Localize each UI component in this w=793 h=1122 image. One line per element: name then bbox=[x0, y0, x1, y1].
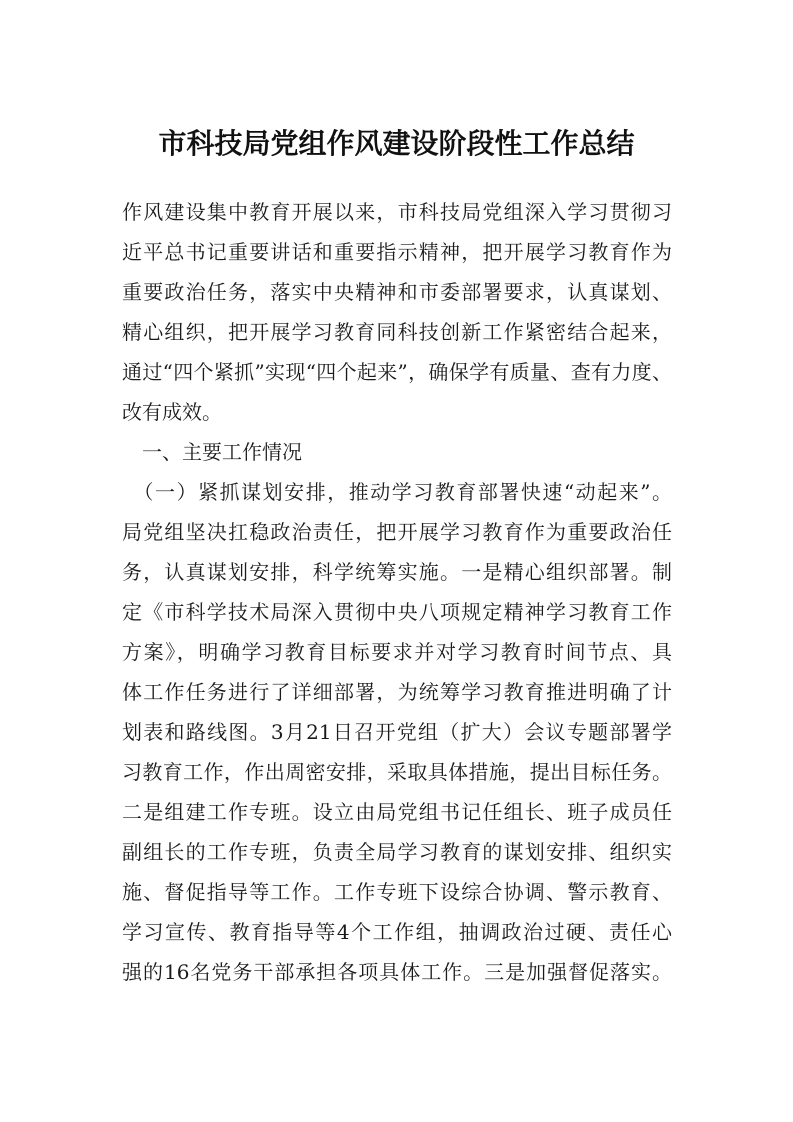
paragraph-line: 习教育工作，作出周密安排，采取具体措施，提出目标任务。 bbox=[122, 760, 672, 784]
paragraph-line: 划表和路线图。3月21日召开党组（扩大）会议专题部署学 bbox=[122, 720, 672, 744]
paragraph-line: 定《市科学技术局深入贯彻中央八项规定精神学习教育工作 bbox=[122, 600, 672, 624]
paragraph-line: 学习宣传、教育指导等4个工作组，抽调政治过硬、责任心 bbox=[122, 920, 672, 944]
section-heading: 一、主要工作情况 bbox=[122, 440, 302, 464]
paragraph-line: 重要政治任务，落实中央精神和市委部署要求，认真谋划、 bbox=[122, 280, 672, 304]
document-body bbox=[122, 192, 672, 992]
paragraph-line: 近平总书记重要讲话和重要指示精神，把开展学习教育作为 bbox=[122, 240, 672, 264]
paragraph-line: 改有成效。 bbox=[122, 400, 222, 424]
paragraph-line: 施、督促指导等工作。工作专班下设综合协调、警示教育、 bbox=[122, 880, 672, 904]
paragraph-line: 务，认真谋划安排，科学统筹实施。一是精心组织部署。制 bbox=[122, 560, 672, 584]
paragraph-line: 体工作任务进行了详细部署，为统筹学习教育推进明确了计 bbox=[122, 680, 672, 704]
subsection-heading: （一）紧抓谋划安排，推动学习教育部署快速“动起来”。 bbox=[122, 480, 672, 504]
paragraph-line: 精心组织，把开展学习教育同科技创新工作紧密结合起来， bbox=[122, 320, 672, 344]
paragraph-line: 强的16名党务干部承担各项具体工作。三是加强督促落实。 bbox=[122, 960, 672, 984]
document-title: 市科技局党组作风建设阶段性工作总结 bbox=[158, 127, 635, 160]
paragraph-line: 副组长的工作专班，负责全局学习教育的谋划安排、组织实 bbox=[122, 840, 672, 864]
paragraph-line: 作风建设集中教育开展以来，市科技局党组深入学习贯彻习 bbox=[122, 200, 672, 224]
paragraph-line: 方案》，明确学习教育目标要求并对学习教育时间节点、具 bbox=[122, 640, 672, 664]
paragraph-line: 局党组坚决扛稳政治责任，把开展学习教育作为重要政治任 bbox=[122, 520, 672, 544]
paragraph-line: 二是组建工作专班。设立由局党组书记任组长、班子成员任 bbox=[122, 800, 672, 824]
paragraph-line: 通过“四个紧抓”实现“四个起来”，确保学有质量、查有力度、 bbox=[122, 360, 672, 384]
